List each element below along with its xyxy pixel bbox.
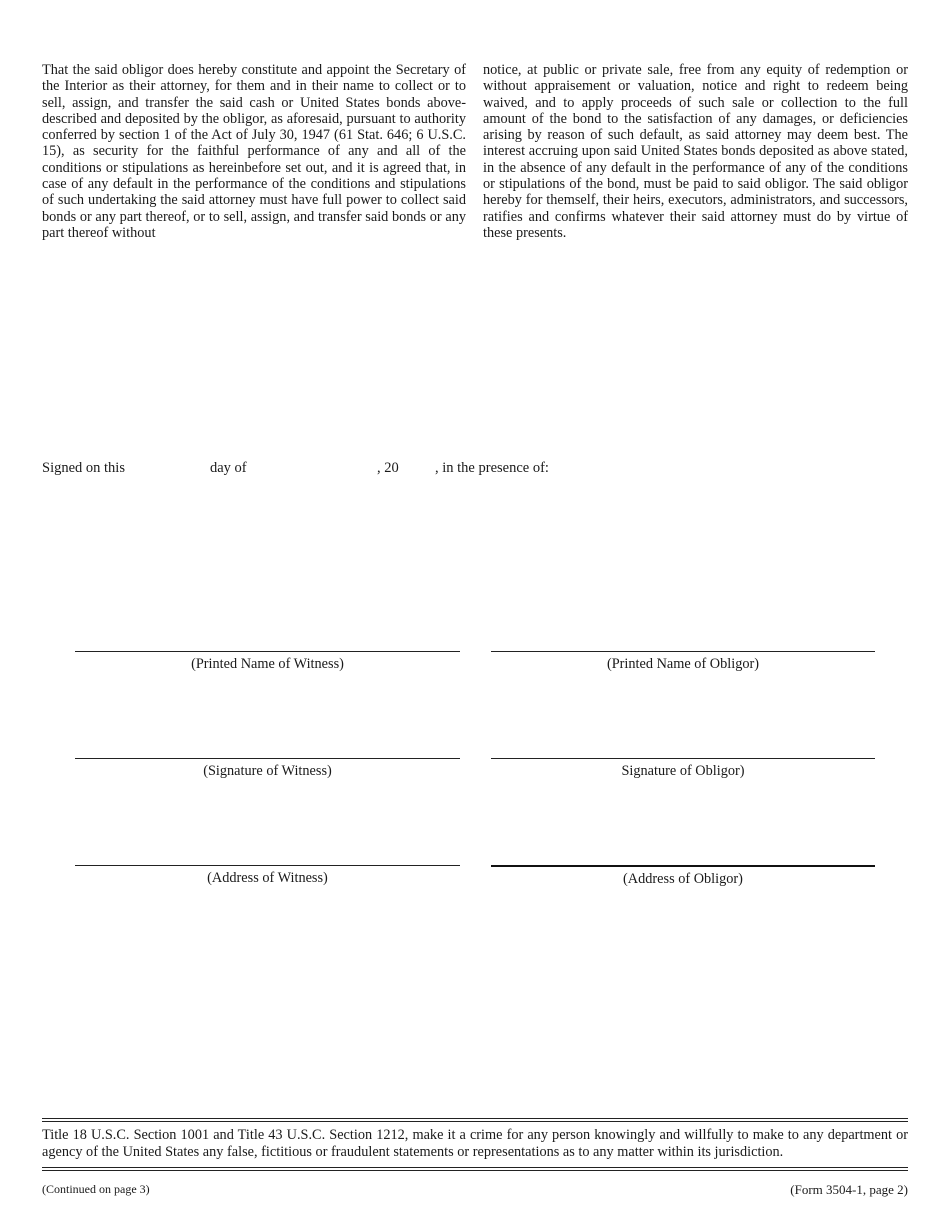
witness-signature-field[interactable] [75,758,460,780]
witness-address-field[interactable] [75,865,460,887]
footer-bottom-rule-2 [42,1170,908,1171]
obligor-address-field[interactable] [491,865,875,888]
continued-note: (Continued on page 3) [42,1182,150,1196]
obligor-name-field[interactable] [491,651,875,673]
witness-signature-line [75,758,460,759]
form-identifier: (Form 3504-1, page 2) [790,1182,908,1197]
obligor-name-line [491,651,875,652]
signed-date-line [42,460,742,478]
witness-address-label: (Address of Witness) [207,870,328,886]
footer-bottom-rule-1 [42,1167,908,1168]
footer-top-rule-1 [42,1118,908,1119]
obligor-signature-field[interactable] [491,758,875,780]
signed-prefix: Signed on this [42,460,125,476]
obligor-signature-line [491,758,875,759]
signed-day-of: day of [210,460,247,476]
legal-warning: Title 18 U.S.C. Section 1001 and Title 43 U.S.C. Section 1212, make it a crime for any person knowingly and willfully to make to any department or agency of the United States any false, fictitious or fraudulent statements or representations as to any matter within its jurisdiction. [42,1127,908,1160]
witness-address-line [75,865,460,866]
signed-year: , 20 [377,460,399,476]
footer-top-rule-2 [42,1121,908,1122]
witness-name-field[interactable] [75,651,460,673]
witness-signature-label: (Signature of Witness) [203,763,332,779]
obligor-address-line [491,865,875,867]
obligor-name-label: (Printed Name of Obligor) [606,656,760,672]
signed-presence: , in the presence of: [435,460,549,476]
body-text-right-column: notice, at public or private sale, free from any equity of redemption or without appraisement or valuation, notice and right to redeem being waived, and to apply proceeds of such sale or collection to the full amount of the bond to the satisfaction of any damages, or deficiencies arising by reason of such default, as said attorney may deem best. The interest accruing upon said United States bonds deposited as above stated, in the absence of any default in the performance of any of the conditions or stipulations of the bond, must be paid to said obligor. The said obligor hereby for themself, their heirs, executors, administrators, and successors, ratifies and confirms whatever their said attorney must do by virtue of these presents. [483,62,908,241]
witness-name-label: (Printed Name of Witness) [191,656,344,672]
body-text-left-column: That the said obligor does hereby constitute and appoint the Secretary of the Interior as their attorney, for them and in their name to collect or to sell, assign, and transfer the said cash or United States bonds above-described and deposited by the obligor, as aforesaid, pursuant to authority conferred by section 1 of the Act of July 30, 1947 (61 Stat. 646; 6 U.S.C. 15), as security for the faithful performance of any and all of the conditions or stipulations as hereinbefore set out, and it is agreed that, in case of any default in the performance of the conditions and stipulations of such undertaking the said attorney must have full power to collect said bonds or any part thereof, or to sell, assign, and transfer said bonds or any part thereof without [42,62,466,241]
witness-name-line [75,651,460,652]
obligor-signature-label: Signature of Obligor) [621,763,745,779]
obligor-address-label: (Address of Obligor) [623,871,743,887]
